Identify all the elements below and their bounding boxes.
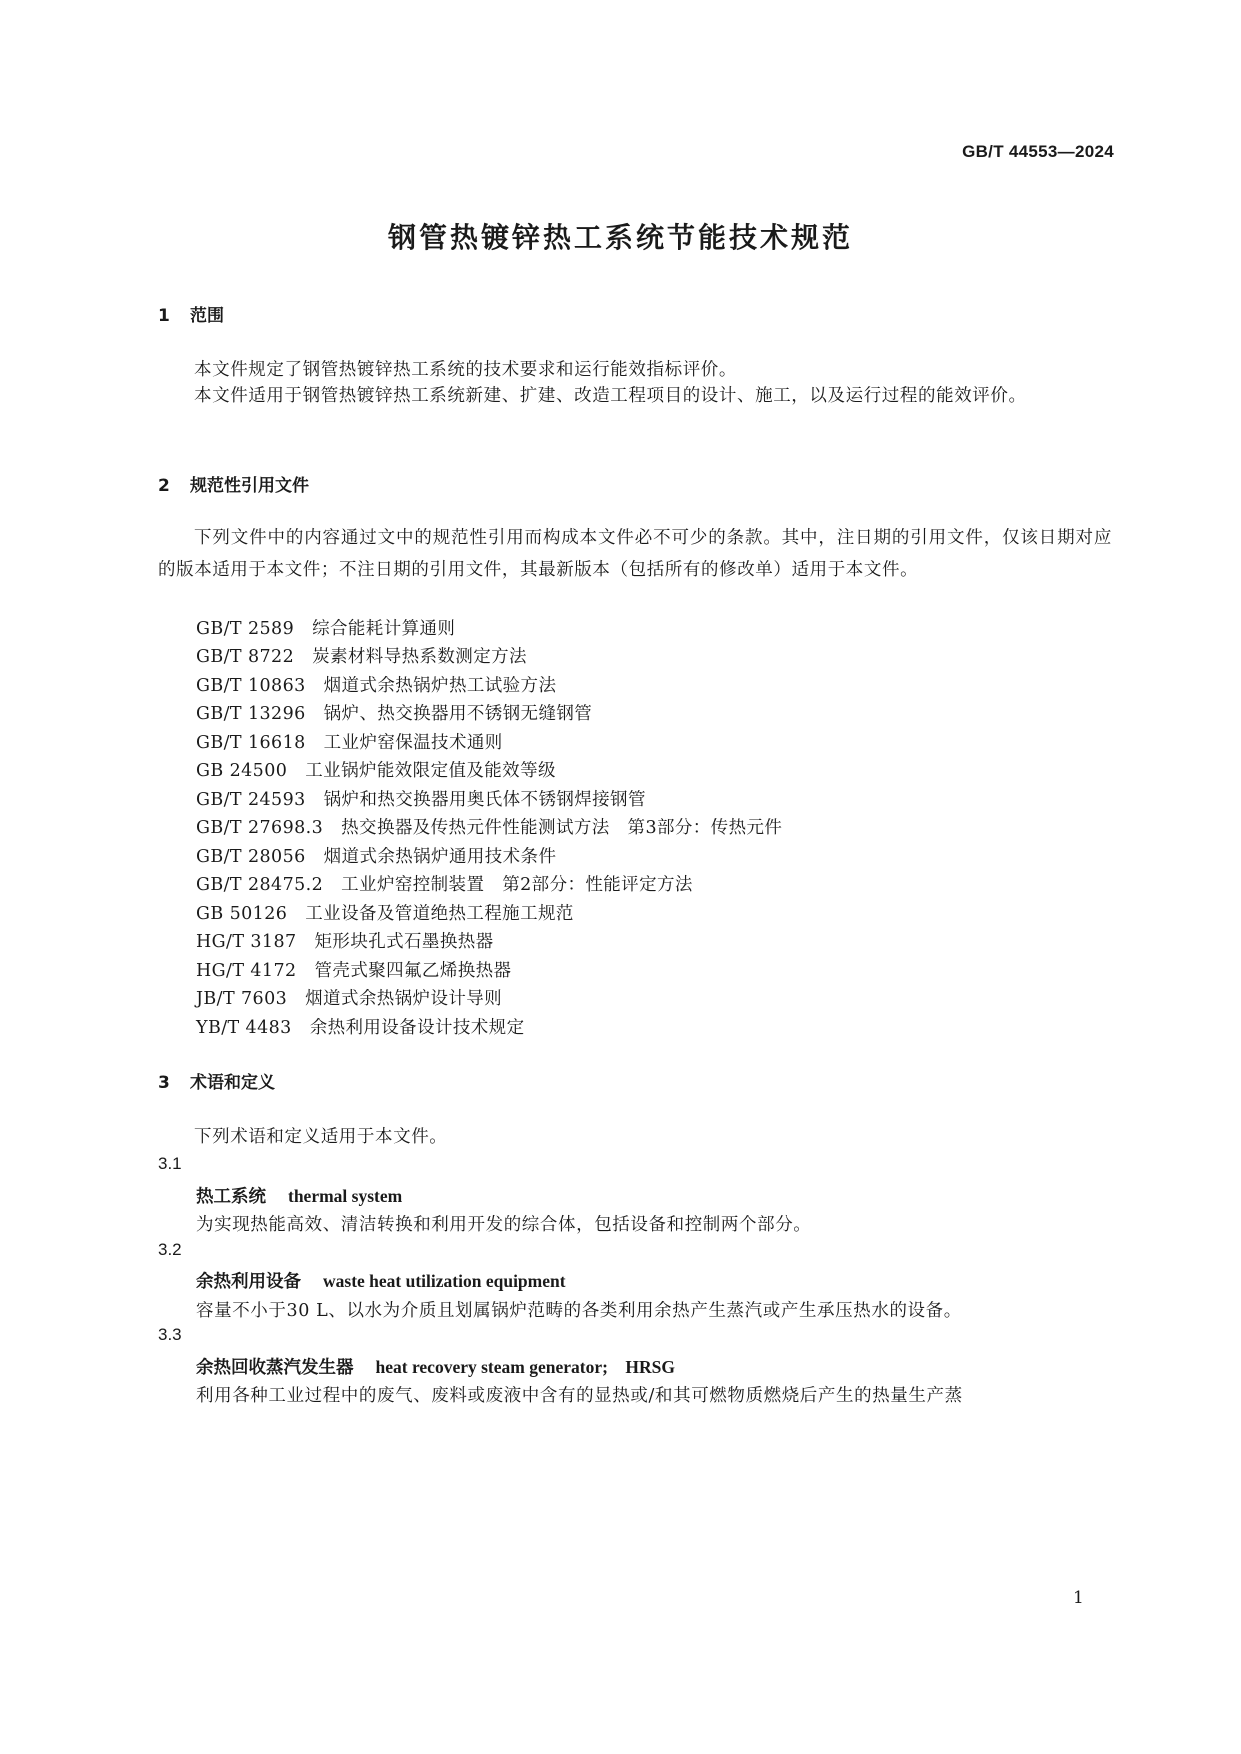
reference-code: GB 50126 [196,904,288,924]
reference-title: 工业设备及管道绝热工程施工规范 [305,904,574,924]
reference-title: 烟道式余热锅炉通用技术条件 [323,847,557,867]
reference-code: GB/T 8722 [196,647,295,667]
reference-code: GB/T 16618 [196,733,306,753]
section-number: 2 [158,476,170,496]
reference-title: 锅炉和热交换器用奥氏体不锈钢焊接钢管 [323,790,646,810]
reference-code: GB/T 10863 [196,676,306,696]
term-name-en: heat recovery steam generator; HRSG [375,1357,676,1377]
term-name-en: waste heat utilization equipment [323,1271,566,1291]
reference-item [196,928,494,953]
paragraph: 本文件规定了钢管热镀锌热工系统的技术要求和运行能效指标评价。 [194,360,737,380]
reference-item [196,957,511,982]
reference-title: 炭素材料导热系数测定方法 [312,647,527,667]
reference-title: 综合能耗计算通则 [312,619,456,639]
reference-title: 矩形块孔式石墨换热器 [314,932,494,952]
paragraph: 下列文件中的内容通过文中的规范性引用而构成本文件必不可少的条款。其中，注日期的引用文件，仅该日期对应的版本适用于本文件；不注日期的引用文件，其最新版本（包括所有的修改单）适用于本文件。 [158,528,1112,580]
section-1-heading [158,301,224,326]
reference-title: 烟道式余热锅炉热工试验方法 [323,676,557,696]
section-2-heading [158,471,309,496]
reference-title: 烟道式余热锅炉设计导则 [305,989,503,1009]
term-definition: 为实现热能高效、清洁转换和利用开发的综合体，包括设备和控制两个部分。 [196,1215,812,1235]
reference-title: 管壳式聚四氟乙烯换热器 [314,961,512,981]
paragraph: 下列术语和定义适用于本文件。 [194,1127,448,1147]
reference-code: JB/T 7603 [196,989,288,1009]
reference-item [196,786,646,811]
paragraph: 本文件适用于钢管热镀锌热工系统新建、扩建、改造工程项目的设计、施工，以及运行过程的能效评价。 [194,386,1027,406]
reference-title: 锅炉、热交换器用不锈钢无缝钢管 [323,704,593,724]
reference-item [196,1014,525,1039]
reference-item [196,757,556,782]
reference-item [196,643,527,668]
section-number: 3 [158,1073,170,1093]
reference-item [196,729,503,754]
section-title: 范围 [190,306,224,326]
term-name-zh: 余热利用设备 [196,1272,301,1292]
reference-code: GB/T 27698.3 [196,818,324,838]
term-number: 3.3 [158,1325,182,1344]
reference-item [196,985,502,1010]
reference-item [196,871,693,896]
reference-item [196,615,455,640]
section-title: 规范性引用文件 [190,476,309,496]
reference-title: 工业锅炉能效限定值及能效等级 [305,761,556,781]
document-title: 钢管热镀锌热工系统节能技术规范 [387,221,853,254]
reference-title: 热交换器及传热元件性能测试方法 第3部分：传热元件 [341,818,783,838]
reference-item [196,672,556,697]
reference-code: GB 24500 [196,761,288,781]
reference-item [196,900,574,925]
section-number: 1 [158,306,170,326]
term-definition: 容量不小于30 L、以水为介质且划属锅炉范畴的各类利用余热产生蒸汽或产生承压热水的设备。 [196,1301,962,1321]
page-number: 1 [1073,1588,1084,1608]
reference-title: 工业炉窑保温技术通则 [323,733,503,753]
term-name-zh: 热工系统 [196,1187,266,1207]
reference-item [196,843,556,868]
term-number: 3.1 [158,1154,182,1173]
term-name [196,1354,675,1379]
reference-title: 工业炉窑控制装置 第2部分：性能评定方法 [341,875,693,895]
section-title: 术语和定义 [190,1073,275,1093]
reference-code: GB/T 13296 [196,704,306,724]
reference-code: HG/T 4172 [196,961,297,981]
section-3-heading [158,1068,275,1093]
term-name-zh: 余热回收蒸汽发生器 [196,1358,354,1378]
term-name-en: thermal system [288,1186,403,1206]
reference-item [196,814,782,839]
reference-title: 余热利用设备设计技术规定 [309,1018,525,1038]
reference-item [196,700,592,725]
reference-code: HG/T 3187 [196,932,297,952]
reference-code: GB/T 24593 [196,790,306,810]
reference-code: YB/T 4483 [196,1018,292,1038]
reference-code: GB/T 28475.2 [196,875,324,895]
term-name [196,1183,402,1208]
standard-code: GB/T 44553—2024 [962,142,1114,161]
term-definition: 利用各种工业过程中的废气、废料或废液中含有的显热或/和其可燃物质燃烧后产生的热量生产蒸 [196,1386,963,1406]
reference-code: GB/T 2589 [196,619,295,639]
term-name [196,1268,566,1293]
reference-code: GB/T 28056 [196,847,306,867]
term-number: 3.2 [158,1240,182,1259]
